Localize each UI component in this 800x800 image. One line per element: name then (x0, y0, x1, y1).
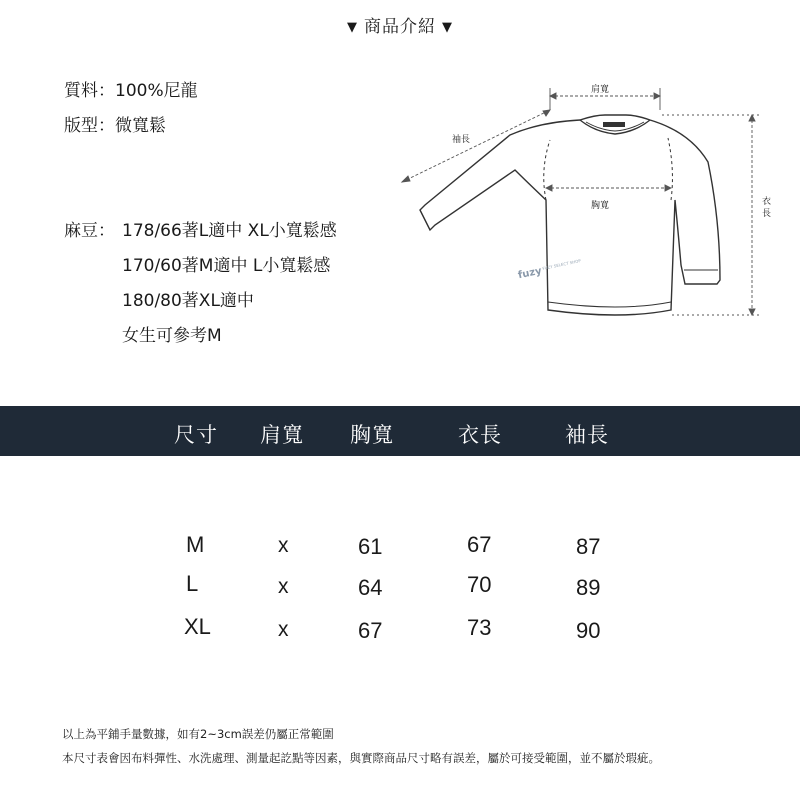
fit-spec: 版型：微寬鬆 (64, 116, 166, 136)
size-cell: L (186, 571, 199, 596)
model-line: 170/60著M適中 L小寬鬆感 (122, 256, 331, 276)
sleeve-cell: 87 (576, 534, 601, 559)
size-table-header (0, 406, 800, 456)
chest-cell: 61 (358, 534, 383, 559)
sleeve-length-label: 袖長 (452, 135, 471, 145)
header-chest: 胸寬 (350, 423, 394, 447)
section-title: 商品介紹 (364, 17, 436, 37)
sweater-illustration (390, 70, 790, 340)
header-length: 衣長 (458, 423, 502, 447)
chest-cell: 67 (358, 618, 383, 643)
triangle-down-icon: ▼ (347, 20, 358, 35)
size-cell: M (186, 532, 205, 557)
brand-logo-sub: FUZY SELECT SHOP (541, 257, 582, 272)
chest-cell: 64 (358, 575, 383, 600)
brand-logo: fuzy (517, 265, 543, 282)
header-shoulder: 肩寬 (260, 423, 304, 447)
triangle-down-icon: ▼ (442, 20, 453, 35)
section-header (0, 12, 800, 37)
model-line: 180/80著XL適中 (122, 291, 254, 311)
material-spec: 質料：100%尼龍 (64, 81, 198, 101)
chest-width-label: 胸寬 (591, 201, 610, 211)
shoulder-cell: x (278, 575, 289, 598)
header-sleeve: 袖長 (565, 423, 609, 447)
garment-measurement-diagram (390, 70, 790, 340)
shoulder-cell: x (278, 534, 289, 557)
model-info (64, 214, 337, 354)
length-cell: 73 (467, 615, 492, 640)
length-cell: 67 (467, 532, 492, 557)
shoulder-width-label: 肩寬 (591, 85, 610, 95)
header-size: 尺寸 (174, 423, 218, 447)
model-label: 麻豆： (64, 221, 115, 241)
sleeve-cell: 89 (576, 575, 601, 600)
sleeve-cell: 90 (576, 618, 601, 643)
model-line: 女生可參考M (122, 326, 222, 346)
body-length-label-top: 衣 (762, 197, 772, 207)
length-cell: 70 (467, 572, 492, 597)
size-cell: XL (184, 614, 211, 639)
footer-note: 本尺寸表會因布料彈性、水洗處理、測量起訖點等因素，與實際商品尺寸略有誤差，屬於可接受範圍，並不屬於瑕疵。 (62, 751, 660, 765)
model-line: 178/66著L適中 XL小寬鬆感 (122, 221, 337, 241)
shoulder-cell: x (278, 618, 289, 641)
footer-note: 以上為平鋪手量數據，如有2~3cm誤差仍屬正常範圍 (62, 727, 334, 741)
body-length-label-bottom: 長 (762, 209, 772, 219)
